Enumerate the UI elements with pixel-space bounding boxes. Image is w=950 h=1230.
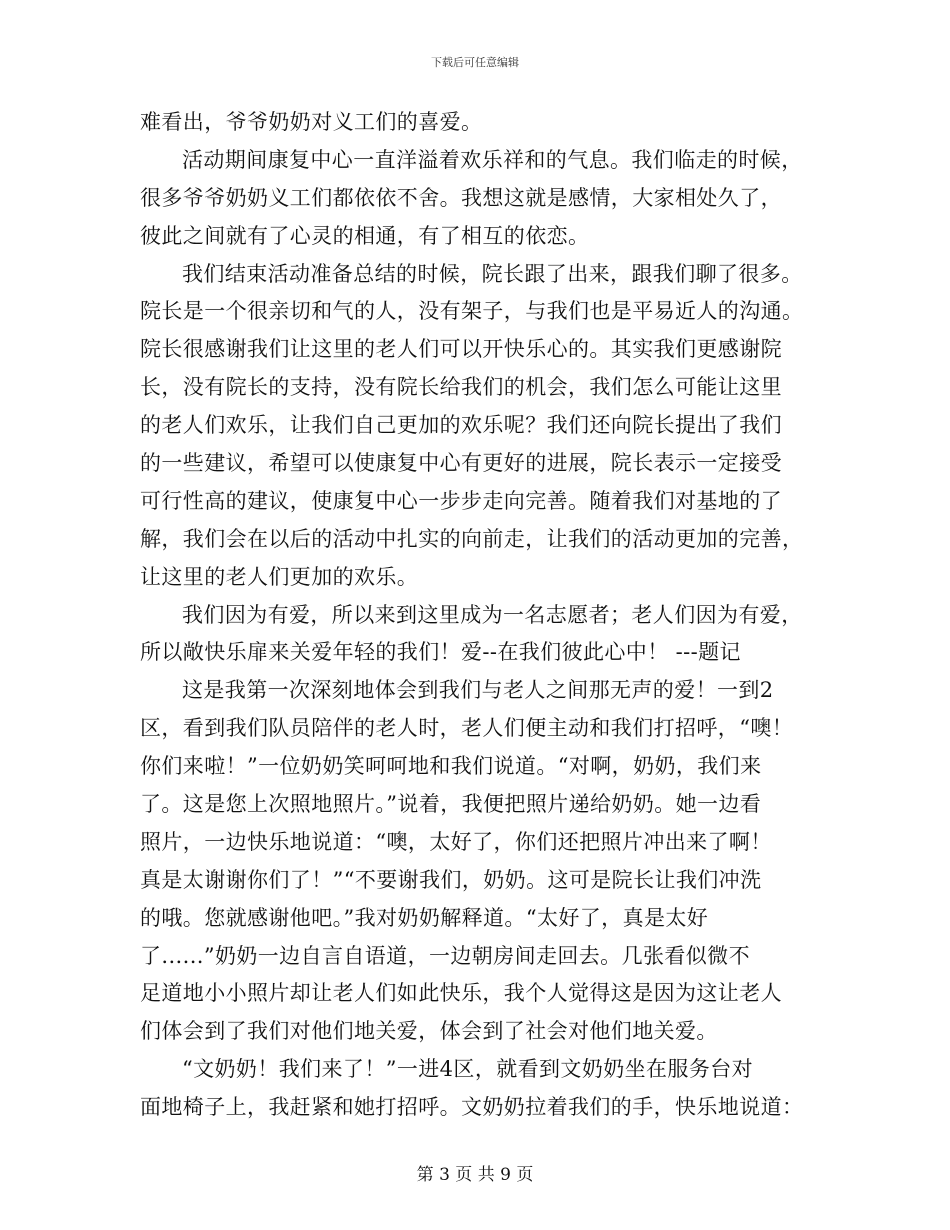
text-line: 可行性高的建议，使康复中心一步步走向完善。随着我们对基地的了 xyxy=(140,488,782,513)
text-line: 解，我们会在以后的活动中扎实的向前走，让我们的活动更加的完善， xyxy=(140,526,804,551)
text-line: 很多爷爷奶奶义工们都依依不舍。我想这就是感情，大家相处久了， xyxy=(140,185,782,210)
text-line: 了。这是您上次照地照片。”说着，我便把照片递给奶奶。她一边看 xyxy=(140,792,762,817)
text-line: 的一些建议，希望可以使康复中心有更好的进展，院长表示一定接受 xyxy=(140,451,782,476)
text-line: 彼此之间就有了心灵的相通，有了相互的依恋。 xyxy=(140,223,590,248)
text-line: 们体会到了我们对他们地关爱，体会到了社会对他们地关爱。 xyxy=(140,1019,718,1044)
text-line: 的哦。您就感谢他吧。”我对奶奶解释道。“太好了，真是太好 xyxy=(140,905,709,930)
text-line: 足道地小小照片却让老人们如此快乐，我个人觉得这是因为这让老人 xyxy=(140,981,782,1006)
text-line: 所以敞快乐扉来关爱年轻的我们！爱--在我们彼此心中！ ---题记 xyxy=(140,640,741,665)
text-line: 我们结束活动准备总结的时候，院长跟了出来，跟我们聊了很多。 xyxy=(182,261,803,286)
text-line: 你们来啦！”一位奶奶笑呵呵地和我们说道。“对啊，奶奶，我们来 xyxy=(140,754,762,779)
text-line: 了......”奶奶一边自言自语道，一边朝房间走回去。几张看似微不 xyxy=(140,943,750,968)
text-line: 活动期间康复中心一直洋溢着欢乐祥和的气息。我们临走的时候， xyxy=(182,147,803,172)
text-line: 照片，一边快乐地说道：“噢，太好了，你们还把照片冲出来了啊！ xyxy=(140,829,772,854)
text-line: 区，看到我们队员陪伴的老人时，老人们便主动和我们打招呼，“噢！ xyxy=(140,716,794,741)
text-line: 我们因为有爱，所以来到这里成为一名志愿者；老人们因为有爱， xyxy=(182,602,803,627)
text-line: 面地椅子上，我赶紧和她打招呼。文奶奶拉着我们的手，快乐地说道： xyxy=(140,1095,804,1120)
text-line: 长，没有院长的支持，没有院长给我们的机会，我们怎么可能让这里 xyxy=(140,375,782,400)
text-line: 真是太谢谢你们了！”“不要谢我们，奶奶。这可是院长让我们冲洗 xyxy=(140,867,762,892)
text-line: “文奶奶！我们来了！”一进4区，就看到文奶奶坐在服务台对 xyxy=(182,1057,754,1082)
text-line: 让这里的老人们更加的欢乐。 xyxy=(140,564,419,589)
document-body xyxy=(140,104,810,1127)
text-line: 的老人们欢乐，让我们自己更加的欢乐呢？我们还向院长提出了我们 xyxy=(140,413,782,438)
page-footer: 第 3 页 共 9 页 xyxy=(416,1165,534,1185)
page-header: 下载后可任意编辑 xyxy=(431,56,519,69)
text-line: 院长是一个很亲切和气的人，没有架子，与我们也是平易近人的沟通。 xyxy=(140,299,804,324)
text-line: 难看出，爷爷奶奶对义工们的喜爱。 xyxy=(140,110,483,134)
text-line: 院长很感谢我们让这里的老人们可以开快乐心的。其实我们更感谢院 xyxy=(140,337,782,362)
text-line: 这是我第一次深刻地体会到我们与老人之间那无声的爱！一到2 xyxy=(182,678,774,703)
